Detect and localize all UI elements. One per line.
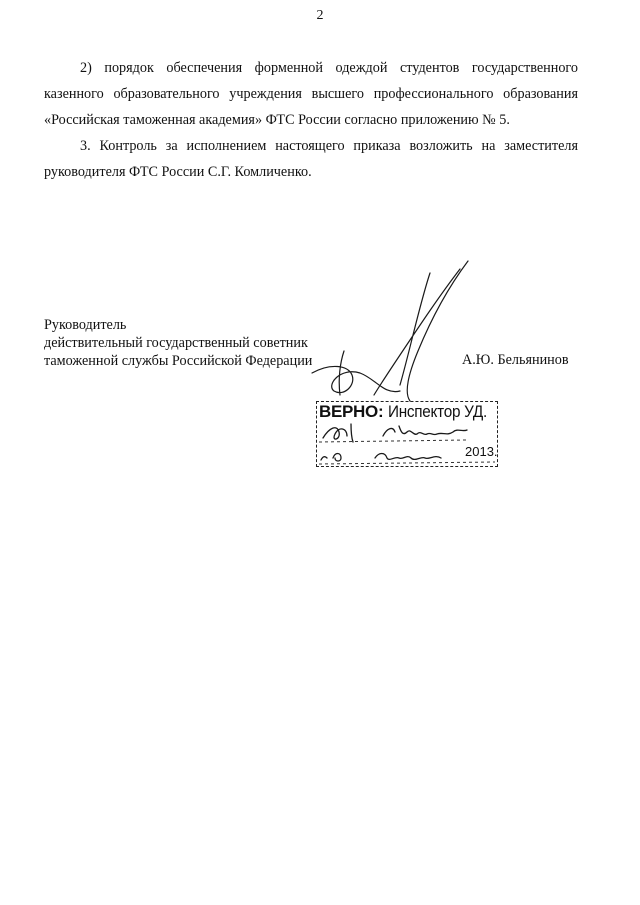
paragraph-uniform-procedure: 2) порядок обеспечения форменной одеждой студентов государственного казенного образовательного учреждения высшего профессионального образования «Российская таможенная академия» ФТС России согласно приложению № 5. [44,60,578,128]
page-number: 2 [316,8,324,23]
signatory-name: А.Ю. Бельянинов [462,352,569,368]
verification-stamp [316,401,498,467]
stamp-inspector: Инспектор УД. [387,402,487,421]
signatory-title: Руководитель [44,317,127,333]
handwritten-signature [300,255,490,415]
stamp-verno: ВЕРНО: [319,402,384,421]
stamp-year: 2013. [465,444,498,459]
signatory-block [44,316,312,370]
signatory-rank-continued: таможенной службы Российской Федерации [44,353,313,369]
signatory-rank: действительный государственный советник [44,335,308,351]
paragraph-control: 3. Контроль за исполнением настоящего приказа возложить на заместителя руководителя ФТС России С.Г. Комличенко. [44,138,578,180]
